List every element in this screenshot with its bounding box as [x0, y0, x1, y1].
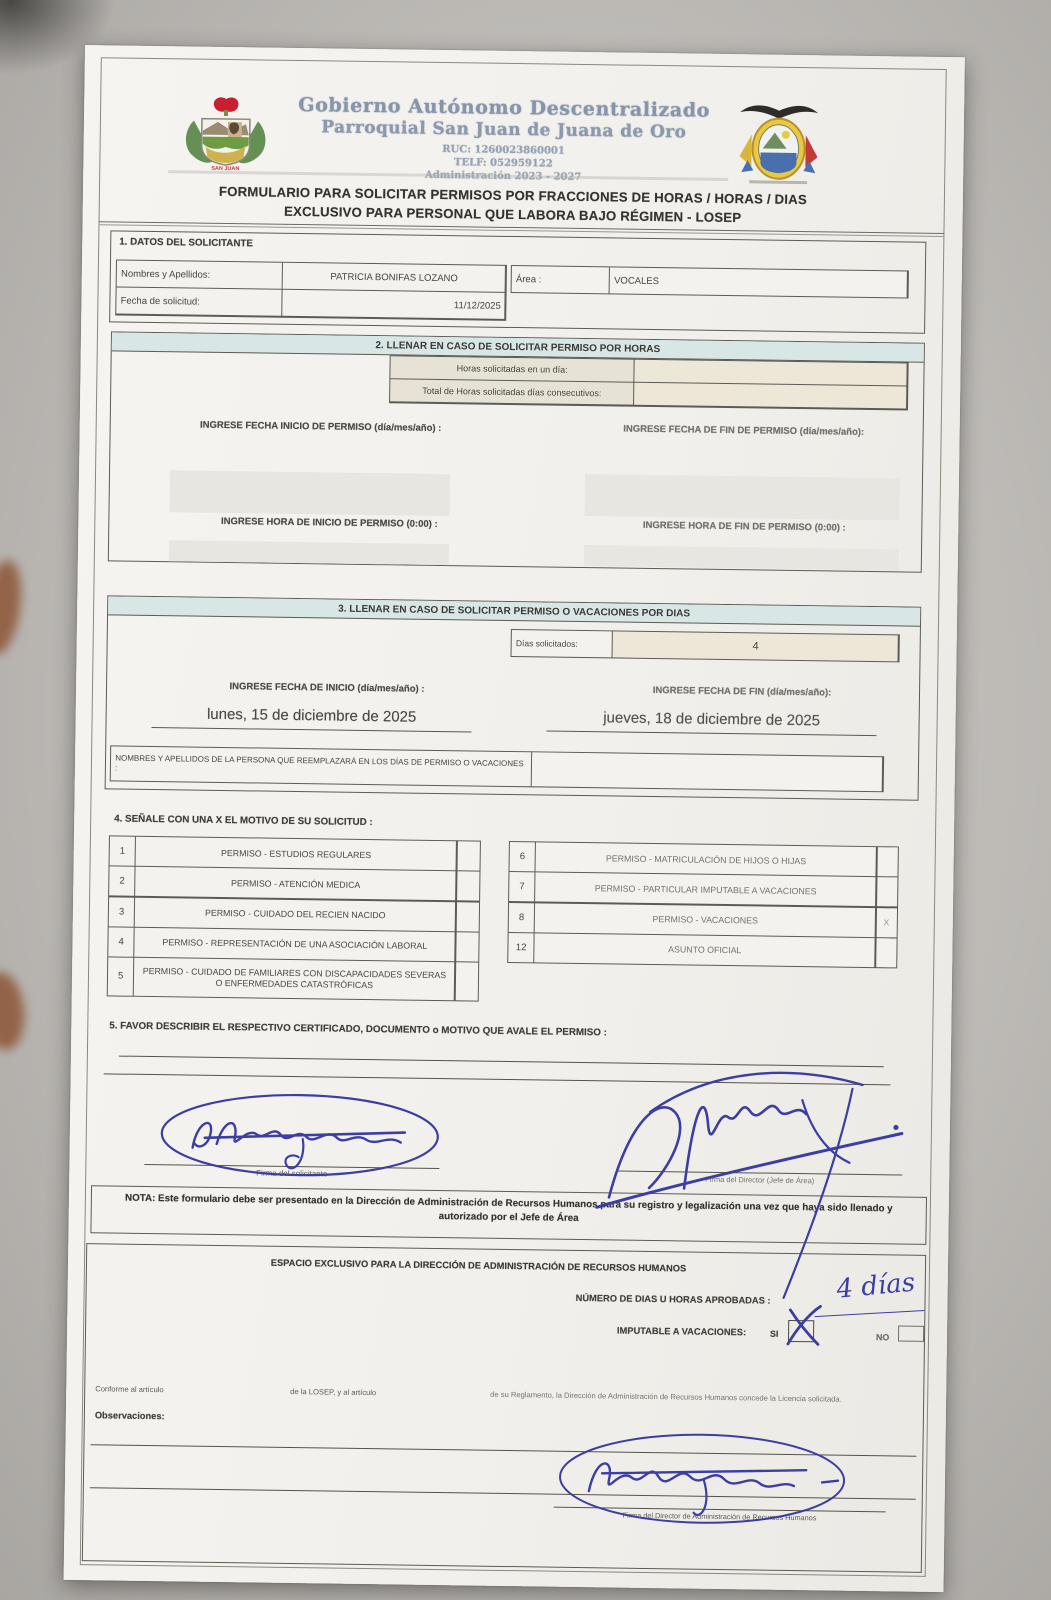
reemplazo-value [532, 753, 882, 792]
observaciones-label: Observaciones: [94, 1410, 165, 1422]
fecha-inicio-dias-label: INGRESE FECHA DE INICIO (día/mes/año) : [229, 681, 425, 695]
fecha-inicio-permiso-label: INGRESE FECHA INICIO DE PERMISO (día/mes/año) : [199, 419, 442, 435]
horas-dia-value [635, 360, 907, 386]
hora-inicio-permiso-input [169, 540, 449, 565]
motivo-num: 1 [110, 837, 135, 866]
motivo-num: 4 [108, 927, 133, 956]
org-name-line1: Gobierno Autónomo Descentralizado [298, 93, 711, 122]
dias-aprobadas-underline [814, 1310, 924, 1317]
motivo-num: 3 [109, 897, 134, 926]
fecha-fin-permiso-input [584, 474, 900, 520]
area-label: Área : [512, 266, 609, 293]
org-telf: TELF: 052959122 [453, 157, 553, 170]
conforme-parte-1: Conforme al artículo [95, 1384, 164, 1395]
dias-solicitados-value: 4 [613, 632, 898, 662]
imputable-label: IMPUTABLE A VACACIONES: [616, 1325, 747, 1338]
section4-heading: 4. SEÑALE CON UNA X EL MOTIVO DE SU SOLICITUD : [114, 813, 373, 829]
section1-heading: 1. DATOS DEL SOLICITANTE [119, 236, 254, 250]
section2-heading: 2. LLENAR EN CASO DE SOLICITAR PERMISO POR HORAS [112, 332, 924, 362]
fecha-fin-permiso-label: INGRESE FECHA DE FIN DE PERMISO (día/mes/año): [623, 423, 865, 438]
section1-box [109, 230, 926, 333]
signature-director-rrhh [553, 1427, 854, 1531]
form-title-line2: EXCLUSIVO PARA PERSONAL QUE LABORA BAJO RÉGIMEN - LOSEP [283, 203, 742, 226]
nombres-label: Nombres y Apellidos: [117, 261, 282, 289]
rrhh-heading: ESPACIO EXCLUSIVO PARA LA DIRECCIÓN DE ADMINISTRACIÓN DE RECURSOS HUMANOS [270, 1257, 687, 1274]
section1-left-table [115, 259, 506, 320]
motivo-label: PERMISO - REPRESENTACIÓN DE UNA ASOCIACIÓN LABORAL [135, 928, 455, 961]
imputable-no-checkbox [898, 1325, 924, 1341]
signature-solicitante [154, 1081, 445, 1190]
section1-right-table [511, 265, 909, 299]
motivo-mark [456, 932, 478, 961]
motivo-mark [877, 847, 897, 876]
form-paper [64, 45, 965, 1592]
motivos-left-table [107, 835, 481, 1001]
imputable-si-x-mark [780, 1302, 825, 1349]
nombres-value: PATRICIA BONIFAS LOZANO [283, 263, 505, 292]
motivo-label: PERMISO - PARTICULAR IMPUTABLE A VACACIONES [535, 873, 875, 907]
dias-aprobadas-label: NÚMERO DE DIAS U HORAS APROBADAS : [575, 1292, 771, 1306]
motivo-mark [876, 938, 896, 967]
motivo-label: ASUNTO OFICIAL [535, 933, 875, 967]
horas-total-label: Total de Horas solicitadas días consecutivos: [390, 380, 633, 405]
motivo-mark [456, 902, 478, 931]
conforme-row [85, 1384, 915, 1410]
dias-aprobadas-handwritten-value: 4 días [835, 1267, 917, 1305]
motivos-right-table [507, 841, 898, 968]
motivo-num: 12 [508, 933, 533, 962]
imputable-no-label: NO [875, 1332, 890, 1343]
motivo-label: PERMISO - CUIDADO DE FAMILIARES CON DISCAPACIDADES SEVERAS O ENFERMEDADES CATASTRÓFICAS [134, 958, 454, 1000]
area-value: VOCALES [610, 268, 907, 298]
motivo-label: PERMISO - VACACIONES [535, 903, 875, 937]
reemplazo-table [110, 745, 884, 792]
director-rrhh-sign-label: Firma del Director de Administración de Recursos Humanos [622, 1510, 817, 1523]
motivo-num: 2 [109, 867, 134, 896]
ecuador-coat-of-arms-logo [731, 96, 826, 191]
fecha-inicio-permiso-input [169, 470, 450, 516]
motivo-label: PERMISO - MATRICULACIÓN DE HIJOS O HIJAS [536, 843, 876, 877]
motivo-label: PERMISO - ESTUDIOS REGULARES [136, 837, 456, 870]
fecha-solicitud-label: Fecha de solicitud: [116, 288, 281, 316]
solicitante-sign-label: Firma del solicitante [256, 1168, 328, 1179]
conforme-parte-3: de su Reglamento, la Dirección de Administración de Recursos Humanos concede la Licencia solicitada. [490, 1389, 842, 1404]
dias-solicitados-table [510, 629, 899, 663]
motivo-num: 6 [510, 842, 535, 871]
section3-heading: 3. LLENAR EN CASO DE SOLICITAR PERMISO O VACACIONES POR DIAS [108, 596, 920, 626]
reemplazo-label: NOMBRES Y APELLIDOS DE LA PERSONA QUE REEMPLAZARÁ EN LOS DÍAS DE PERMISO O VACACIONES : [111, 747, 531, 787]
imputable-si-label: SI [770, 1328, 779, 1339]
motivo-label: PERMISO - CUIDADO DEL RECIEN NACIDO [135, 897, 455, 930]
form-title-line1: FORMULARIO PARA SOLICITAR PERMISOS POR FRACCIONES DE HORAS / HORAS / DIAS [218, 183, 808, 208]
motivo-label: PERMISO - ATENCIÓN MEDICA [135, 867, 455, 900]
nota-text: NOTA: Este formulario debe ser presentado en la Dirección de Administración de Recursos Humanos para su registro y legalización una vez que haya sido llenado y autorizado por el Jefe de Área [124, 1192, 893, 1225]
section3-box [105, 595, 922, 800]
svg-text:SAN JUAN: SAN JUAN [211, 165, 240, 173]
hora-fin-permiso-label: INGRESE HORA DE FIN DE PERMISO (0:00) : [642, 519, 846, 534]
dias-solicitados-label: Días solicitados: [512, 630, 612, 657]
hora-inicio-permiso-label: INGRESE HORA DE INICIO DE PERMISO (0:00) : [220, 515, 438, 530]
horas-dia-label: Horas solicitadas en un día: [391, 356, 634, 381]
section2-box [108, 331, 925, 572]
motivo-mark [457, 841, 479, 870]
motivo-mark [455, 962, 478, 1000]
hora-fin-permiso-input [584, 545, 899, 570]
org-ruc: RUC: 1260023860001 [442, 143, 565, 157]
finger-smudge-bottom [0, 970, 28, 1052]
motivo-num: 5 [108, 957, 134, 995]
fecha-fin-dias-value: jueves, 18 de diciembre de 2025 [546, 709, 876, 737]
director-area-sign-label: Firma del Director (Jefe de Área) [705, 1174, 815, 1186]
header-text-block [233, 93, 774, 186]
rrhh-box [82, 1243, 926, 1573]
fecha-solicitud-value: 11/12/2025 [283, 290, 505, 319]
motivo-mark [877, 878, 897, 907]
section5-heading: 5. FAVOR DESCRIBIR EL RESPECTIVO CERTIFICADO, DOCUMENTO o MOTIVO QUE AVALE EL PERMISO : [109, 1020, 608, 1039]
motivo-vacaciones-mark: X [876, 908, 896, 937]
motivo-num: 7 [509, 872, 534, 901]
fecha-fin-dias-label: INGRESE FECHA DE FIN (día/mes/año): [652, 684, 832, 699]
fecha-inicio-dias-value: lunes, 15 de diciembre de 2025 [151, 705, 471, 732]
finger-smudge-top [0, 558, 26, 657]
section2-hours-table [389, 355, 908, 410]
org-admin: Administración 2023 - 2027 [424, 169, 582, 183]
conforme-parte-2: de la LOSEP, y al artículo [290, 1386, 377, 1398]
horas-total-value [634, 383, 906, 409]
motivo-num: 8 [509, 903, 534, 932]
org-name-line2: Parroquial San Juan de Juana de Oro [321, 117, 687, 143]
motivo-mark [457, 872, 479, 901]
